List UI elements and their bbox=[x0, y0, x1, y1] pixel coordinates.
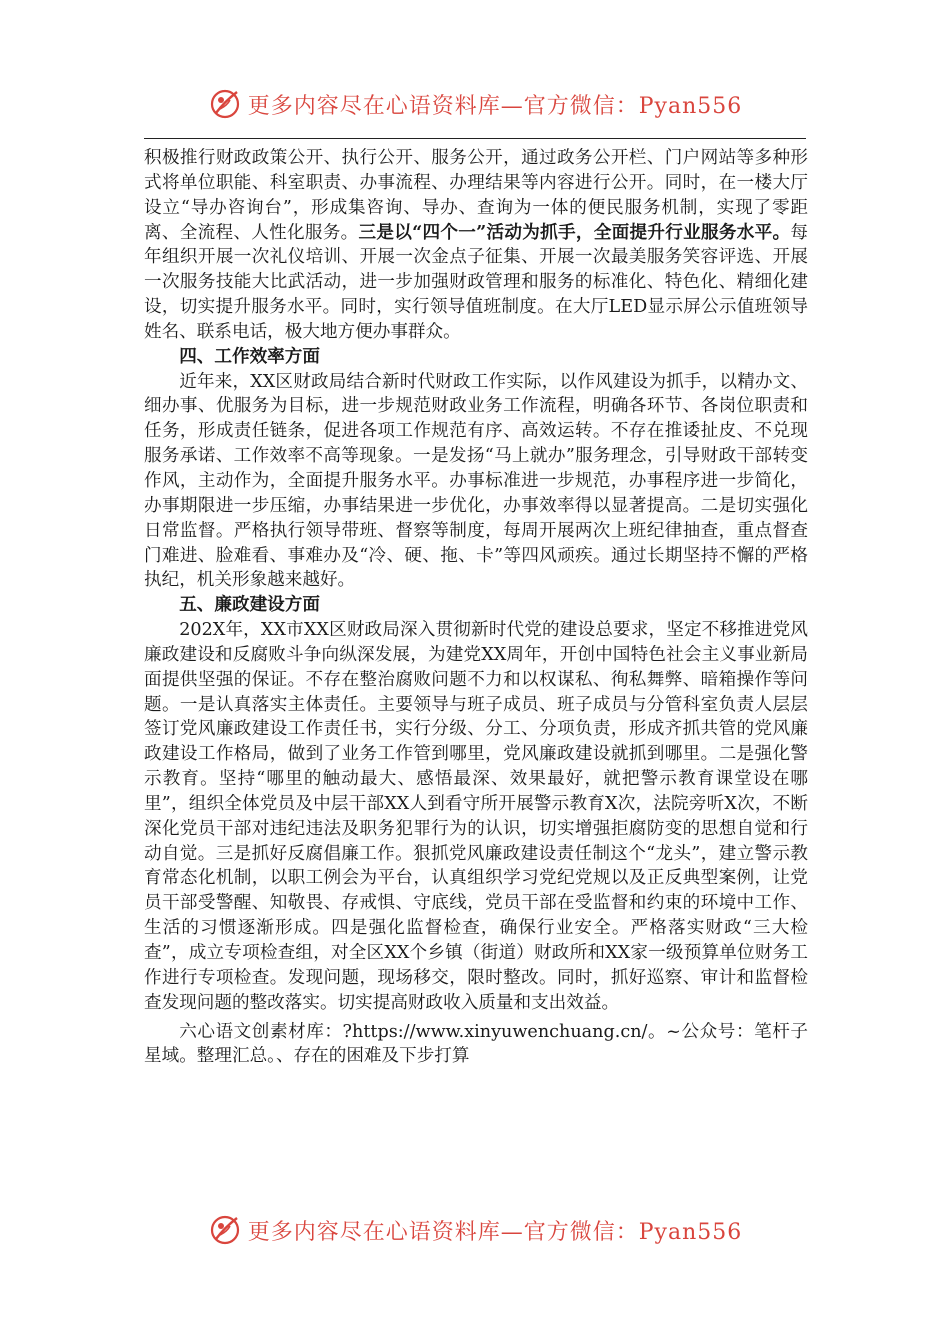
paragraph-text: 每年组织开展一次礼仪培训、开展一次金点子征集、开展一次最美服务笑容评选、开展一次服务技能大比武活动，进一步加强财政管理和服务的标准化、特色化、精细化建设，切实提升服务水平。同时，实行领导值班制度。在大厅LED显示屏公示值班领导姓名、联系电话，极大地方便办事群众。 bbox=[144, 222, 808, 342]
header-banner bbox=[0, 84, 950, 124]
paragraph-public-service bbox=[144, 146, 808, 345]
paragraph-source-note: 六心语文创素材库：?https://www.xinyuwenchuang.cn/。~公众号：笔杆子星域。整理汇总。、存在的困难及下步打算 bbox=[144, 1021, 808, 1067]
footer-banner-text: 更多内容尽在心语资料库—官方微信：Pyan556 bbox=[247, 1219, 743, 1245]
quill-swirl-logo-icon bbox=[208, 87, 242, 121]
header-rule bbox=[144, 138, 806, 139]
section-heading-efficiency: 四、工作效率方面 bbox=[179, 345, 320, 367]
footer-banner bbox=[0, 1210, 950, 1250]
paragraph-text: 积极推行财政政策公开、执行公开、服务公开，通过政务公开栏、门户网站等多种形式将单位职能、科室职责、办事流程、办理结果等内容进行公开。同时，在一楼大厅设立“导办咨询台”，形成集咨询、导办、查询为一体的便民服务机制，实现了零距离、全流程、人性化服务。 bbox=[144, 148, 808, 243]
section-heading-integrity: 五、廉政建设方面 bbox=[179, 594, 320, 616]
paragraph-efficiency: 近年来，XX区财政局结合新时代财政工作实际，以作风建设为抓手，以精办文、细办事、优服务为目标，进一步规范财政业务工作流程，明确各环节、各岗位职责和任务，形成责任链条，促进各项工作规范有序、高效运转。不存在推诿扯皮、不兑现服务承诺、工作效率不高等现象。一是发扬“马上就办”服务理念，引导财政干部转变作风，主动作为，全面提升服务水平。办事标准进一步规范，办事程序进一步简化，办事期限进一步压缩，办事结果进一步优化，办事效率得以显著提高。二是切实强化日常监督。严格执行领导带班、督察等制度，每周开展两次上班纪律抽查，重点督查门难进、脸难看、事难办及“冷、硬、拖、卡”等四风顽疾。通过长期坚持不懈的严格执纪，机关形象越来越好。 bbox=[144, 371, 808, 591]
quill-swirl-logo-icon bbox=[208, 1213, 242, 1247]
header-banner-text: 更多内容尽在心语资料库—官方微信：Pyan556 bbox=[247, 93, 743, 119]
bold-key-point: 三是以“四个一”活动为抓手，全面提升行业服务水平。 bbox=[358, 221, 791, 243]
paragraph-integrity: 202X年，XX市XX区财政局深入贯彻新时代党的建设总要求，坚定不移推进党风廉政建设和反腐败斗争向纵深发展，为建党XX周年，开创中国特色社会主义事业新局面提供坚强的保证。不存在整治腐败问题不力和以权谋私、徇私舞弊、暗箱操作等问题。一是认真落实主体责任。主要领导与班子成员、班子成员与分管科室负责人层层签订党风廉政建设工作责任书，实行分级、分工、分项负责，形成齐抓共管的党风廉政建设工作格局，做到了业务工作管到哪里，党风廉政建设就抓到哪里。二是强化警示教育。坚持“哪里的触动最大、感悟最深、效果最好，就把警示教育课堂设在哪里”，组织全体党员及中层干部XX人到看守所开展警示教育X次，法院旁听X次，不断深化党员干部对违纪违法及职务犯罪行为的认识，切实增强拒腐防变的思想自觉和行动自觉。三是抓好反腐倡廉工作。狠抓党风廉政建设责任制这个“龙头”，建立警示教育常态化机制，以职工例会为平台，认真组织学习党纪党规以及正反典型案例，让党员干部受警醒、知敬畏、存戒惧、守底线，党员干部在受监督和约束的环境中工作、生活的习惯逐渐形成。四是强化监督检查，确保行业安全。严格落实财政“三大检查”，成立专项检查组，对全区XX个乡镇（街道）财政所和XX家一级预算单位财务工作进行专项检查。发现问题，现场移交，限时整改。同时，抓好巡察、审计和监督检查发现问题的整改落实。切实提高财政收入质量和支出效益。 bbox=[144, 620, 808, 1013]
document-body bbox=[144, 146, 808, 1069]
